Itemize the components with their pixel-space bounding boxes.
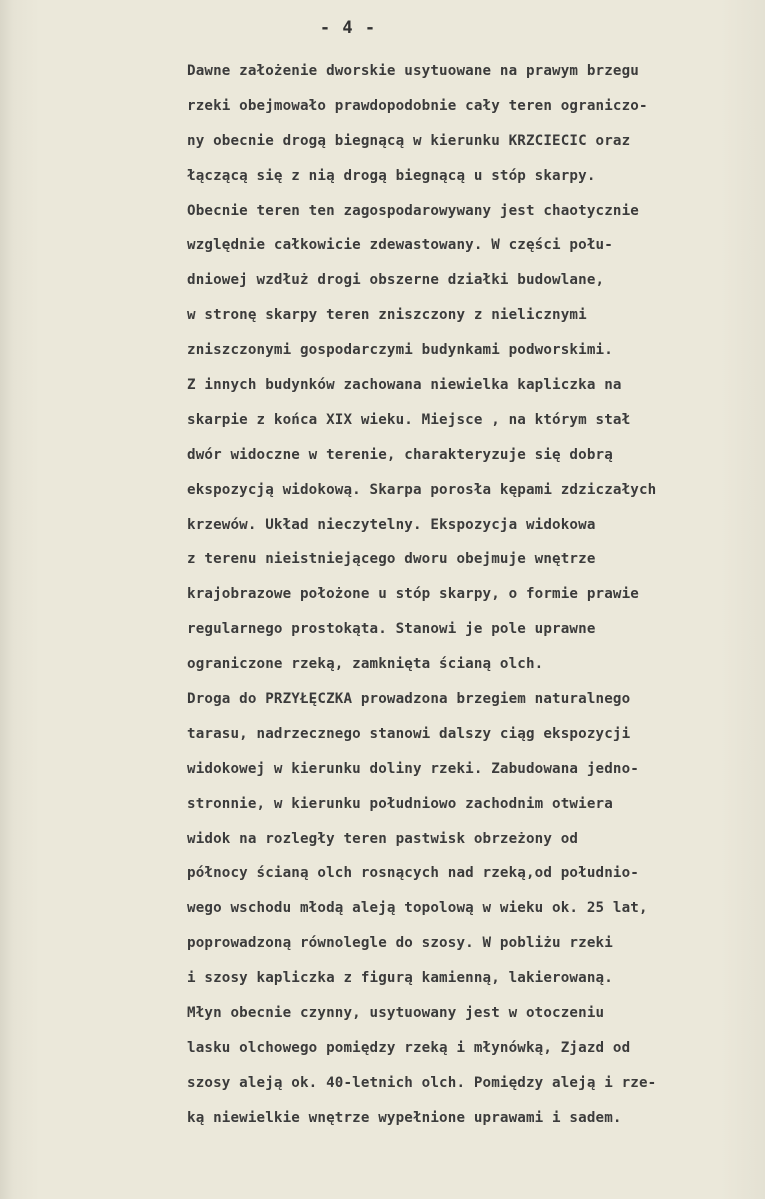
text-line: rzeki obejmowało prawdopodobnie cały teren ograniczo-	[187, 97, 648, 114]
text-line: lasku olchowego pomiędzy rzeką i młynówką, Zjazd od	[187, 1039, 631, 1056]
text-line: krzewów. Układ nieczytelny. Ekspozycja widokowa	[187, 516, 596, 533]
text-line: poprowadzoną równolegle do szosy. W pobliżu rzeki	[187, 935, 613, 952]
text-line: północy ścianą olch rosnących nad rzeką,od południo-	[187, 865, 639, 882]
text-line: widok na rozległy teren pastwisk obrzeżony od	[187, 830, 579, 847]
page-number: - 4 -	[319, 18, 377, 38]
text-line: łączącą się z nią drogą biegnącą u stóp skarpy.	[187, 167, 596, 184]
text-line: z terenu nieistniejącego dworu obejmuje wnętrze	[187, 551, 596, 568]
text-line: Z innych budynków zachowana niewielka kapliczka na	[187, 377, 622, 394]
text-line: względnie całkowicie zdewastowany. W części połu-	[187, 237, 613, 254]
text-line: w stronę skarpy teren zniszczony z nielicznymi	[187, 307, 587, 324]
text-line: zniszczonymi gospodarczymi budynkami podworskimi.	[187, 342, 613, 359]
text-line: ekspozycją widokową. Skarpa porosła kępami zdziczałych	[187, 481, 657, 498]
text-line: ny obecnie drogą biegnącą w kierunku KRZCIECIC oraz	[187, 132, 631, 149]
text-line: Młyn obecnie czynny, usytuowany jest w otoczeniu	[187, 1005, 605, 1022]
text-line: Droga do PRZYŁĘCZKA prowadzona brzegiem naturalnego	[187, 691, 631, 708]
text-line: i szosy kapliczka z figurą kamienną, lakierowaną.	[187, 970, 613, 987]
text-line: ką niewielkie wnętrze wypełnione uprawami i sadem.	[187, 1109, 622, 1126]
text-line: wego wschodu młodą aleją topolową w wieku ok. 25 lat,	[187, 900, 648, 917]
text-line: dniowej wzdłuż drogi obszerne działki budowlane,	[187, 272, 605, 289]
text-line: Dawne założenie dworskie usytuowane na prawym brzegu	[187, 63, 639, 79]
text-line: szosy aleją ok. 40-letnich olch. Pomiędzy aleją i rze-	[187, 1074, 657, 1091]
text-line: skarpie z końca XIX wieku. Miejsce , na którym stał	[187, 411, 631, 428]
text-line: dwór widoczne w terenie, charakteryzuje się dobrą	[187, 446, 613, 463]
text-line: widokowej w kierunku doliny rzeki. Zabudowana jedno-	[187, 760, 639, 777]
body-text	[187, 54, 762, 1136]
text-line: krajobrazowe położone u stóp skarpy, o formie prawie	[187, 586, 639, 603]
text-line: Obecnie teren ten zagospodarowywany jest chaotycznie	[187, 202, 639, 219]
text-line: regularnego prostokąta. Stanowi je pole uprawne	[187, 621, 596, 638]
text-line: tarasu, nadrzecznego stanowi dalszy ciąg ekspozycji	[187, 725, 631, 742]
text-line: ograniczone rzeką, zamknięta ścianą olch.	[187, 656, 544, 673]
text-line: stronnie, w kierunku południowo zachodnim otwiera	[187, 795, 613, 812]
